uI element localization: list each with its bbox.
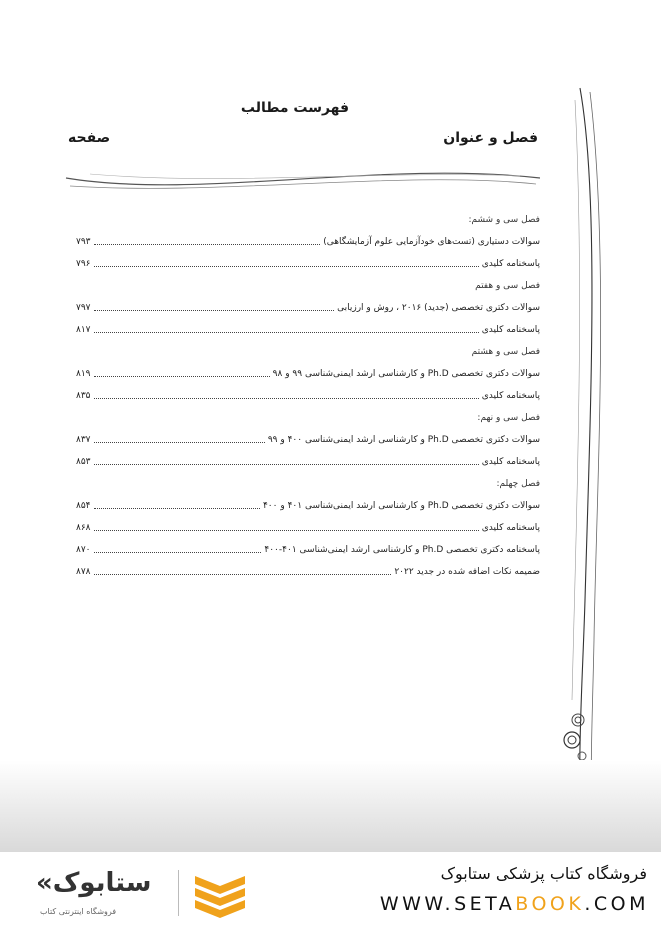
toc-row xyxy=(76,562,540,578)
toc-entry-text: فصل سی و نهم: xyxy=(477,413,540,423)
toc-entry-text: پاسخنامه کلیدی xyxy=(481,325,540,335)
toc-entry-text: فصل چهلم: xyxy=(496,479,540,489)
toc-row xyxy=(76,298,540,314)
dot-leader xyxy=(94,551,262,553)
toc-page-number: ۸۶۸ xyxy=(76,523,91,533)
toc-row xyxy=(76,408,540,424)
toc-row xyxy=(76,540,540,556)
dot-leader xyxy=(94,463,479,465)
toc-entry-text: سوالات دکتری تخصصی Ph.D و کارشناسی ارشد ایمنی‌شناسی ۹۹ و ۹۸ xyxy=(272,369,540,379)
dot-leader xyxy=(94,331,479,333)
toc-row xyxy=(76,496,540,512)
toc-page-number: ۸۱۹ xyxy=(76,369,91,379)
toc-row xyxy=(76,232,540,248)
toc-entry-text: فصل سی و ششم: xyxy=(468,215,540,225)
book-logo-icon xyxy=(190,868,250,918)
toc-entry-text: سوالات دکتری تخصصی Ph.D و کارشناسی ارشد ایمنی‌شناسی ۴۰۰ و ۹۹ xyxy=(267,435,540,445)
toc-entry-text: پاسخنامه دکتری تخصصی Ph.D و کارشناسی ارشد ایمنی‌شناسی ۴۰۱-۴۰۰ xyxy=(264,545,540,555)
url-accent: BOOK xyxy=(515,893,585,915)
toc-entry-text: پاسخنامه کلیدی xyxy=(481,523,540,533)
dot-leader xyxy=(94,507,260,509)
dot-leader xyxy=(94,441,265,443)
toc-page-number: ۸۳۷ xyxy=(76,435,91,445)
dot-leader xyxy=(94,529,479,531)
dot-leader xyxy=(94,309,335,311)
toc-page-number: ۸۵۴ xyxy=(76,501,91,511)
toc-row xyxy=(76,518,540,534)
column-header-chapter: فصل و عنوان xyxy=(443,130,538,146)
store-name: فروشگاه کتاب پزشکی ستابوک xyxy=(440,864,647,883)
toc-row xyxy=(76,364,540,380)
store-logo-tagline: فروشگاه اینترنتی کتاب xyxy=(40,907,117,916)
store-logo[interactable]: «ستابوک xyxy=(36,868,152,898)
toc-page-number: ۷۹۳ xyxy=(76,237,91,247)
column-header-page: صفحه xyxy=(68,130,111,146)
toc-row xyxy=(76,254,540,270)
toc-page-number: ۸۷۸ xyxy=(76,567,91,577)
url-suffix: .COM xyxy=(584,893,649,915)
toc-entry-text: سوالات دستیاری (تست‌های خودآزمایی علوم آزمایشگاهی) xyxy=(323,237,540,247)
toc-row xyxy=(76,320,540,336)
toc-entry-text: سوالات دکتری تخصصی (جدید) ۲۰۱۶ ، روش و ارزیابی xyxy=(337,303,540,313)
store-url-link[interactable] xyxy=(380,893,649,915)
toc-page-number: ۸۵۳ xyxy=(76,457,91,467)
toc-entry-text: پاسخنامه کلیدی xyxy=(481,391,540,401)
toc-row xyxy=(76,210,540,226)
toc-row xyxy=(76,342,540,358)
logo-divider xyxy=(178,870,179,916)
toc-page-number: ۷۹۷ xyxy=(76,303,91,313)
toc-page-number: ۸۷۰ xyxy=(76,545,91,555)
toc-entry-text: پاسخنامه کلیدی xyxy=(481,457,540,467)
dot-leader xyxy=(94,397,479,399)
dot-leader xyxy=(94,573,392,575)
toc-row xyxy=(76,430,540,446)
toc-row xyxy=(76,452,540,468)
toc-row xyxy=(76,276,540,292)
toc-page-number: ۸۱۷ xyxy=(76,325,91,335)
toc-entry-text: فصل سی و هشتم xyxy=(471,347,540,357)
dot-leader xyxy=(94,375,270,377)
page-title: فهرست مطالب xyxy=(240,100,350,116)
dot-leader xyxy=(94,265,479,267)
dot-leader xyxy=(94,243,321,245)
toc-page-number: ۷۹۶ xyxy=(76,259,91,269)
toc-entry-text: فصل سی و هفتم xyxy=(475,281,540,291)
bottom-gradient xyxy=(0,760,661,852)
toc-entry-text: پاسخنامه کلیدی xyxy=(481,259,540,269)
toc-row xyxy=(76,474,540,490)
toc-entry-text: ضمیمه نکات اضافه شده در جدید ۲۰۲۲ xyxy=(394,567,540,577)
url-prefix: WWW.SETA xyxy=(379,893,516,915)
toc-row xyxy=(76,386,540,402)
toc-entry-text: سوالات دکتری تخصصی Ph.D و کارشناسی ارشد ایمنی‌شناسی ۴۰۱ و ۴۰۰ xyxy=(262,501,540,511)
toc-page-number: ۸۳۵ xyxy=(76,391,91,401)
